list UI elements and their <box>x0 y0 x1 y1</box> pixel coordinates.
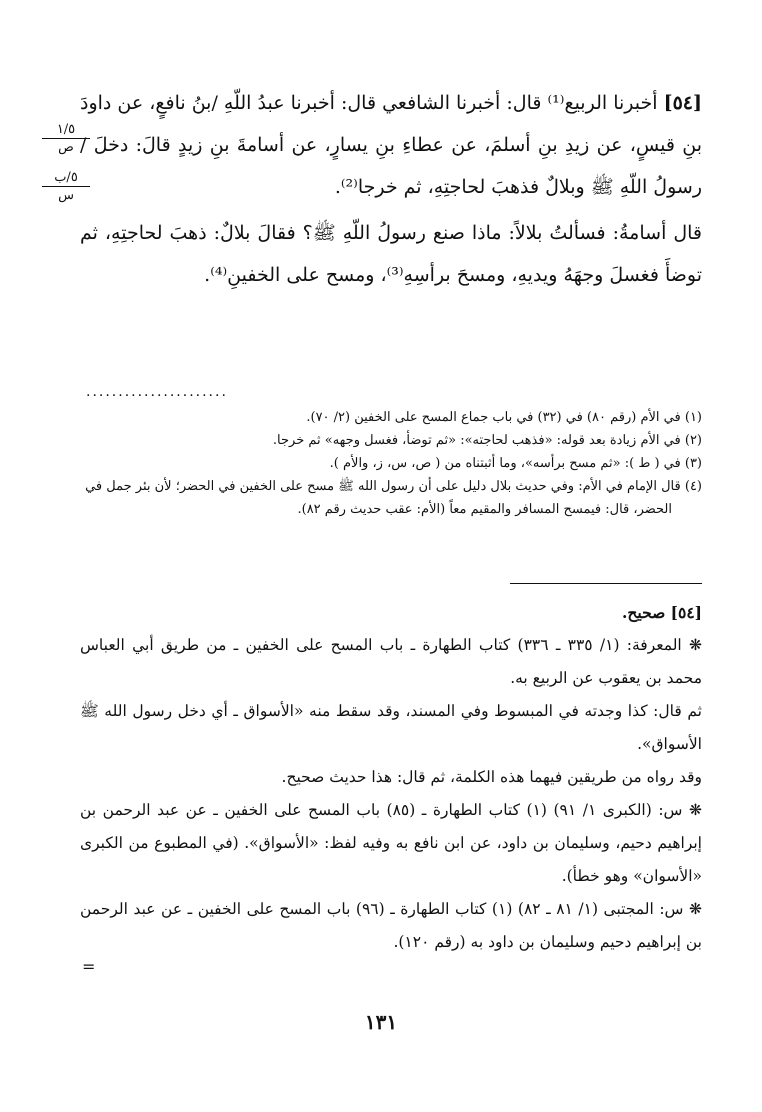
margin-ref-2-manuscript: س <box>58 188 74 203</box>
hadith-chain: أخبرنا الربيع⁽¹⁾ قال: أخبرنا الشافعي قال: أخبرنا عبدُ اللّهِ /بنُ نافعٍ، عن داودَ بنِ قيسٍ، عن زيدِ بنِ أسلمَ، عن عطاءِ بنِ يسارٍ، عن أسامةَ بنِ زيدٍ قالَ: دخلَ /رسولُ اللّهِ ﷺ وبلالٌ فذهبَ لحاجتِهِ، ثم خرجا⁽²⁾. <box>80 92 702 198</box>
margin-ref-1-folio: ١/٥ <box>42 122 90 139</box>
hadith-paragraph-1 <box>80 82 702 208</box>
footnotes <box>80 406 702 521</box>
continuation-mark: = <box>82 957 96 976</box>
hadith-text <box>80 82 702 296</box>
takhrij-heading: [٥٤] صحيح. <box>622 603 702 622</box>
margin-ref-2 <box>42 170 90 203</box>
takhrij-paragraph: ❋ المعرفة: (١/ ٣٣٥ ـ ٣٣٦) كتاب الطهارة ـ باب المسح على الخفين ـ من طريق أبي العباس محمد بن يعقوب عن الربيع به. <box>80 636 702 687</box>
margin-ref-1 <box>42 122 90 155</box>
takhrij-paragraph: ❋ س: (الكبرى ١/ ٩١) (١) كتاب الطهارة ـ (٨٥) باب المسح على الخفين ـ عن عبد الرحمن بن إبراهيم دحيم، وسليمان بن داود، عن ابن نافع به وفيه لفظ: «الأسواق». (في المطبوع من الكبرى «الأسوان» وهو خطأ). <box>80 801 702 885</box>
takhrij-paragraph: وقد رواه من طريقين فيهما هذه الكلمة، ثم قال: هذا حديث صحيح. <box>281 768 702 786</box>
takhrij-paragraph: ثم قال: كذا وجدته في المبسوط وفي المسند، وقد سقط منه «الأسواق ـ أي دخل رسول الله ﷺ الأسواق». <box>80 702 702 753</box>
hadith-paragraph-2: قال أسامةُ: فسألتُ بلالاً: ماذا صنع رسولُ اللّهِ ﷺ؟ فقالَ بلالٌ: ذهبَ لحاجتِهِ، ثم توضأَ فغسلَ وجهَهُ ويديهِ، ومسحَ برأسِهِ⁽³⁾، ومسح على الخفينِ⁽⁴⁾. <box>80 222 702 286</box>
hadith-number: [٥٤] <box>663 92 702 114</box>
footnote: (٤) قال الإمام في الأم: وفي حديث بلال دليل على أن رسول الله ﷺ مسح على الخفين في الحضر؛ لأن بئر جمل في الحضر، قال: فيمسح المسافر والمقيم معاً (الأم: عقب حديث رقم ٨٢). <box>85 479 702 517</box>
footnote: (٣) في ( ط ): «ثم مسح برأسه»، وما أثبتناه من ( ص، س، ز، والأم ). <box>329 456 702 471</box>
section-divider <box>510 583 702 584</box>
margin-ref-2-folio: ٥/ب <box>42 170 90 187</box>
footnote: (١) في الأم (رقم ٨٠) في (٣٢) في باب جماع المسح على الخفين (٢/ ٧٠). <box>306 410 702 425</box>
takhrij-section <box>80 596 702 959</box>
page-number: ١٣١ <box>364 1010 398 1034</box>
margin-ref-1-manuscript: ص <box>58 140 74 155</box>
takhrij-paragraph: ❋ س: المجتبى (١/ ٨١ ـ ٨٢) (١) كتاب الطهارة ـ (٩٦) باب المسح على الخفين ـ عن عبد الرحمن بن إبراهيم دحيم وسليمان بن داود به (رقم ١٢٠). <box>80 900 702 951</box>
footnote-separator: ...................... <box>86 384 228 400</box>
footnote: (٢) في الأم زيادة بعد قوله: «فذهب لحاجته»: «ثم توضأ، فغسل وجهه» ثم خرجا. <box>272 433 702 448</box>
